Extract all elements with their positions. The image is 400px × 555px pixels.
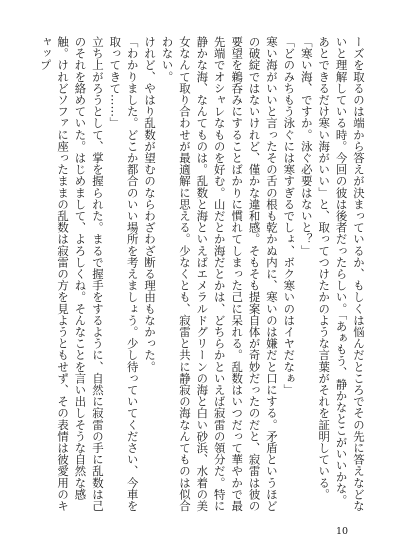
paragraph: 寒い海がいいと言ったその舌の根も乾かぬ内に、寒いのは嫌だと口にする。矛盾というほどの破綻ではないけれど、僅かな違和感。そもそも提案自体が奇妙だったのだと、寂雷は彼の要望を鵜呑みにすることばかりに慣れてしまった己に呆れる。乱数はいつだって華やかで最先端でオシャレなものを好む。山だとか海だとかは、どちらかといえば寂雷の領分だ。特に静かな海、なんてものは。乱数と海といえばエメラルドグリーンの海と白い砂浜、水着の美女なんて取り合わせが最適解に思える。少なくとも、寂雷と共に静寂の海なんてものは似合わない。 — [160, 36, 279, 512]
paragraph: 「寒い海、ですか。泳ぐ必要はないと？」 — [299, 36, 314, 257]
paragraph: 「どのみちもう泳ぐには寒すぎるでしょ、ボク寒いのはイヤだなぁ」 — [282, 36, 297, 396]
paragraph: 「わかりました。どこか都合のいい場所を考えましょう。少し待っていてください、今車を取ってきて……」 — [108, 36, 140, 512]
body-text — [33, 36, 367, 512]
paragraph: けれど、やはり乱数が望むのならわざわざ断る理由もなかった。 — [143, 36, 158, 373]
paragraph: 立ち上がろうとして、掌を握られた。まるで握手をするように、自然に寂雷の手に乱数は己のそれを絡めていた。はじめまして、よろしくね。そんなことを言い出しそうな自然な感触。けれどソファに座ったままの乱数は寂雷の方を見ようともせず、その表情は彼愛用のキャップ — [38, 36, 105, 512]
page-number: 10 — [336, 526, 349, 537]
paragraph: ーズを取るのは端から答えが決まっているか、もしくは悩んだところでその先に答えなどないと理解している時。今回の彼は後者だったらしい。「あぁもう、静かなとこがいいかな。あとできるだけ寒い海がいい」と、取ってつけたかのような言葉がそれを証明している。 — [317, 36, 366, 512]
